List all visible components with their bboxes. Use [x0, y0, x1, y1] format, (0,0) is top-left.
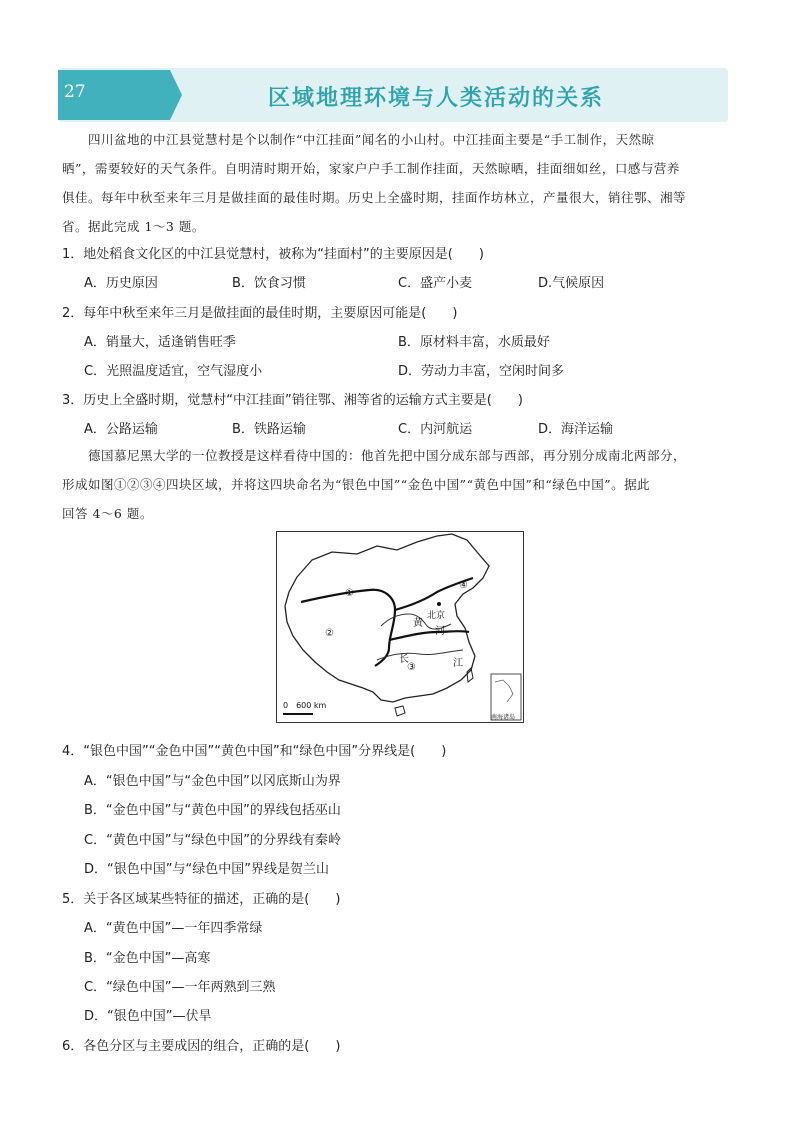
question-4-stem: 4．“银色中国”“金色中国”“黄色中国”和“绿色中国”分界线是( )	[62, 744, 447, 759]
china-region-map	[276, 531, 524, 723]
passage-1-line: 晒”，需要较好的天气条件。自明清时期开始，家家户户手工制作挂面，天然晾晒，挂面细如丝，口感与营养	[62, 161, 680, 176]
passage-1-line: 四川盆地的中江县觉慧村是个以制作“中江挂面”闻名的小山村。中江挂面主要是“手工制作，天然晾	[88, 132, 655, 147]
huang-label: 黄	[413, 618, 423, 629]
region-1-label: ①	[345, 588, 354, 599]
question-2-stem: 2．每年中秋至来年三月是做挂面的最佳时期，主要原因可能是( )	[62, 306, 458, 321]
question-2-option-d[interactable]: D．劳动力丰富，空闲时间多	[398, 364, 565, 379]
region-2-label: ②	[325, 628, 334, 639]
passage-2	[62, 441, 738, 528]
question-3-option-d[interactable]: D．海洋运输	[538, 422, 614, 437]
yangtze-river	[377, 650, 463, 660]
china-outline	[285, 534, 489, 702]
question-5-stem: 5．关于各区域某些特征的描述，正确的是( )	[62, 892, 341, 907]
chang-label: 长	[399, 654, 409, 665]
question-1-stem: 1．地处稻食文化区的中江县觉慧村，被称为“挂面村”的主要原因是( )	[62, 247, 484, 262]
boundary-qinling	[389, 631, 469, 640]
question-5-option-b[interactable]: B．“金色中国”—高寒	[84, 951, 211, 966]
scale-label: 0 600 km	[283, 701, 327, 710]
inset-label: 南海诸岛	[491, 714, 516, 721]
question-2-option-a[interactable]: A．销量大，适逢销售旺季	[84, 335, 236, 350]
question-5-option-c[interactable]: C．“绿色中国”—一年两熟到三熟	[84, 980, 276, 995]
passage-1-line: 省。据此完成 1～3 题。	[62, 219, 205, 234]
passage-2-line: 形成如图①②③④四块区域，并将这四块命名为“银色中国”“金色中国”“黄色中国”和“绿色中国”。据此	[62, 477, 651, 492]
question-5-option-d[interactable]: D．“银色中国”—伏旱	[84, 1009, 212, 1024]
question-2-option-b[interactable]: B．原材料丰富，水质最好	[398, 335, 550, 350]
question-5-option-a[interactable]: A．“黄色中国”—一年四季常绿	[84, 921, 263, 936]
passage-2-line: 德国慕尼黑大学的一位教授是这样看待中国的：他首先把中国分成东部与西部，再分别分成南北两部分，	[88, 448, 687, 463]
question-1-option-b[interactable]: B．饮食习惯	[232, 276, 306, 291]
map-drawing	[277, 532, 523, 722]
jiang-label: 江	[453, 658, 463, 669]
passage-2-line: 回答 4～6 题。	[62, 506, 153, 521]
boundary-north-west	[301, 590, 395, 666]
question-4-option-c[interactable]: C．“黄色中国”与“绿色中国”的分界线有秦岭	[84, 833, 342, 848]
question-2-option-c[interactable]: C．光照温度适宜，空气湿度小	[84, 364, 263, 379]
question-4-option-a[interactable]: A．“银色中国”与“金色中国”以冈底斯山为界	[84, 774, 341, 789]
question-3-stem: 3．历史上全盛时期，觉慧村“中江挂面”销往鄂、湘等省的运输方式主要是( )	[62, 393, 523, 408]
question-3-option-a[interactable]: A．公路运输	[84, 422, 158, 437]
question-1-option-d[interactable]: D.气候原因	[538, 276, 605, 291]
region-3-label: ③	[407, 662, 416, 673]
question-6-stem: 6．各色分区与主要成因的组合，正确的是( )	[62, 1039, 341, 1054]
question-1-option-c[interactable]: C．盛产小麦	[398, 276, 473, 291]
he-label: 河	[435, 626, 445, 637]
question-4-option-d[interactable]: D．“银色中国”与“绿色中国”界线是贺兰山	[84, 862, 329, 877]
inset-outline	[495, 680, 513, 702]
hainan-island	[395, 706, 405, 716]
section-title: 区域地理环境与人类活动的关系	[267, 86, 604, 111]
question-3-option-c[interactable]: C．内河航运	[398, 422, 473, 437]
beijing-label: 北京	[427, 611, 446, 621]
beijing-dot	[437, 602, 441, 606]
question-1-option-a[interactable]: A．历史原因	[84, 276, 158, 291]
region-4-label: ④	[459, 580, 468, 591]
section-number: 27	[64, 82, 86, 102]
passage-1	[62, 125, 738, 241]
question-3-option-b[interactable]: B．铁路运输	[232, 422, 306, 437]
question-4-option-b[interactable]: B．“金色中国”与“黄色中国”的界线包括巫山	[84, 803, 341, 818]
section-banner	[58, 68, 728, 122]
passage-1-line: 俱佳。每年中秋至来年三月是做挂面的最佳时期。历史上全盛时期，挂面作坊林立，产量很大，销往鄂、湘等	[62, 190, 687, 205]
banner-arrow-icon	[170, 70, 182, 120]
